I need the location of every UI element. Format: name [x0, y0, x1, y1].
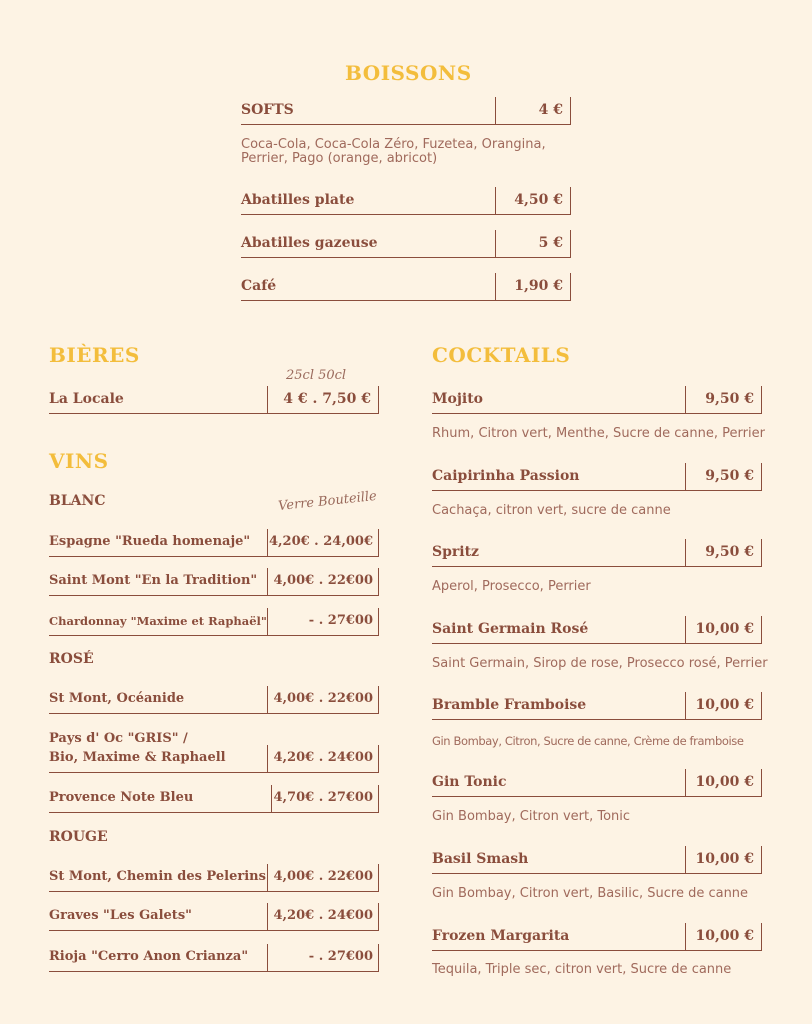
item-label: St Mont, Océanide — [49, 691, 185, 706]
item-label: St Mont, Chemin des Pelerins — [49, 869, 266, 884]
cocktail-description: Rhum, Citron vert, Menthe, Sucre de canne, Perrier — [432, 426, 765, 441]
item-label: Café — [241, 278, 277, 294]
item-price: 4,00€ . 22€00 — [273, 573, 373, 588]
item-price: 9,50 € — [705, 391, 754, 407]
item-price: 4,70€ . 27€00 — [273, 790, 373, 805]
item-label: Gin Tonic — [432, 774, 507, 790]
vins-title: VINS — [49, 449, 109, 473]
item-label: Basil Smash — [432, 851, 529, 867]
item-label: Bio, Maxime & Raphaell — [49, 750, 226, 765]
item-price: - . 27€00 — [308, 949, 373, 964]
wine-row — [49, 948, 379, 972]
item-label: Spritz — [432, 544, 480, 560]
item-label: La Locale — [49, 391, 124, 407]
item-label: Graves "Les Galets" — [49, 908, 192, 923]
cocktail-row — [432, 390, 762, 414]
item-price: 9,50 € — [705, 544, 754, 560]
menu-row — [241, 191, 571, 215]
item-price: 4,20€ . 24€00 — [273, 750, 373, 765]
wine-row — [49, 749, 379, 773]
item-label: Frozen Margarita — [432, 928, 570, 944]
cocktail-description: Saint Germain, Sirop de rose, Prosecco rosé, Perrier — [432, 656, 768, 671]
wine-row — [49, 868, 379, 892]
wine-row — [49, 572, 379, 596]
item-price: 4,00€ . 22€00 — [273, 869, 373, 884]
cocktail-row — [432, 927, 762, 951]
item-price: 4,50 € — [514, 192, 563, 208]
item-price: 4,20€ . 24,00€ — [268, 534, 373, 549]
item-label: Abatilles plate — [241, 192, 355, 208]
menu-row — [241, 277, 571, 301]
item-label: Saint Mont "En la Tradition" — [49, 573, 258, 588]
item-label: Caipirinha Passion — [432, 468, 580, 484]
beer-size-note: 25cl 50cl — [286, 368, 347, 383]
menu-row — [241, 234, 571, 258]
softs-description-2: Perrier, Pago (orange, abricot) — [241, 151, 438, 166]
wine-glass-note: Verre Bouteille — [277, 488, 378, 515]
item-price: 9,50 € — [705, 468, 754, 484]
item-label: Saint Germain Rosé — [432, 621, 589, 637]
softs-description: Coca-Cola, Coca-Cola Zéro, Fuzetea, Orangina, — [241, 137, 546, 152]
item-label: Chardonnay "Maxime et Raphaël" — [49, 614, 267, 628]
item-price: 10,00 € — [695, 774, 754, 790]
item-label: Rioja "Cerro Anon Crianza" — [49, 949, 249, 964]
item-price: 10,00 € — [695, 697, 754, 713]
rose-heading: ROSÉ — [49, 651, 94, 667]
cocktails-title: COCKTAILS — [432, 343, 571, 367]
item-price: 10,00 € — [695, 851, 754, 867]
wine-row — [49, 690, 379, 714]
cocktail-description: Cachaça, citron vert, sucre de canne — [432, 503, 671, 518]
cocktail-row — [432, 543, 762, 567]
wine-row — [49, 612, 379, 636]
menu-row-beer — [49, 390, 379, 414]
item-price: 4 € — [538, 102, 563, 118]
cocktail-row — [432, 696, 762, 720]
blanc-heading: BLANC — [49, 493, 106, 509]
item-price: - . 27€00 — [308, 613, 373, 628]
item-label: Bramble Framboise — [432, 697, 587, 713]
item-price: 10,00 € — [695, 928, 754, 944]
item-price: 10,00 € — [695, 621, 754, 637]
item-label: Mojito — [432, 391, 484, 407]
cocktail-row — [432, 467, 762, 491]
cocktail-description: Gin Bombay, Citron vert, Basilic, Sucre de canne — [432, 886, 749, 901]
item-price: 4,20€ . 24€00 — [273, 908, 373, 923]
item-label: Espagne "Rueda homenaje" — [49, 534, 251, 549]
wine-row — [49, 907, 379, 931]
item-price: 1,90 € — [514, 278, 563, 294]
cocktail-description: Gin Bombay, Citron, Sucre de canne, Crème de framboise — [432, 734, 744, 748]
item-price: 5 € — [538, 235, 563, 251]
cocktail-row — [432, 773, 762, 797]
item-label: SOFTS — [241, 102, 294, 118]
item-label: Provence Note Bleu — [49, 790, 194, 805]
item-price: 4 € . 7,50 € — [283, 391, 371, 407]
item-label: Abatilles gazeuse — [241, 235, 378, 251]
wine-row — [49, 789, 379, 813]
menu-row-softs — [241, 101, 571, 125]
cocktail-description: Tequila, Triple sec, citron vert, Sucre de canne — [432, 962, 732, 977]
cocktail-row — [432, 850, 762, 874]
cocktail-row — [432, 620, 762, 644]
rouge-heading: ROUGE — [49, 829, 108, 845]
cocktail-description: Gin Bombay, Citron vert, Tonic — [432, 809, 631, 824]
boissons-title: BOISSONS — [345, 61, 472, 85]
wine-label-top: Pays d' Oc "GRIS" / — [49, 731, 188, 746]
bieres-title: BIÈRES — [49, 343, 140, 367]
wine-row — [49, 533, 379, 557]
cocktail-description: Aperol, Prosecco, Perrier — [432, 579, 591, 594]
item-price: 4,00€ . 22€00 — [273, 691, 373, 706]
